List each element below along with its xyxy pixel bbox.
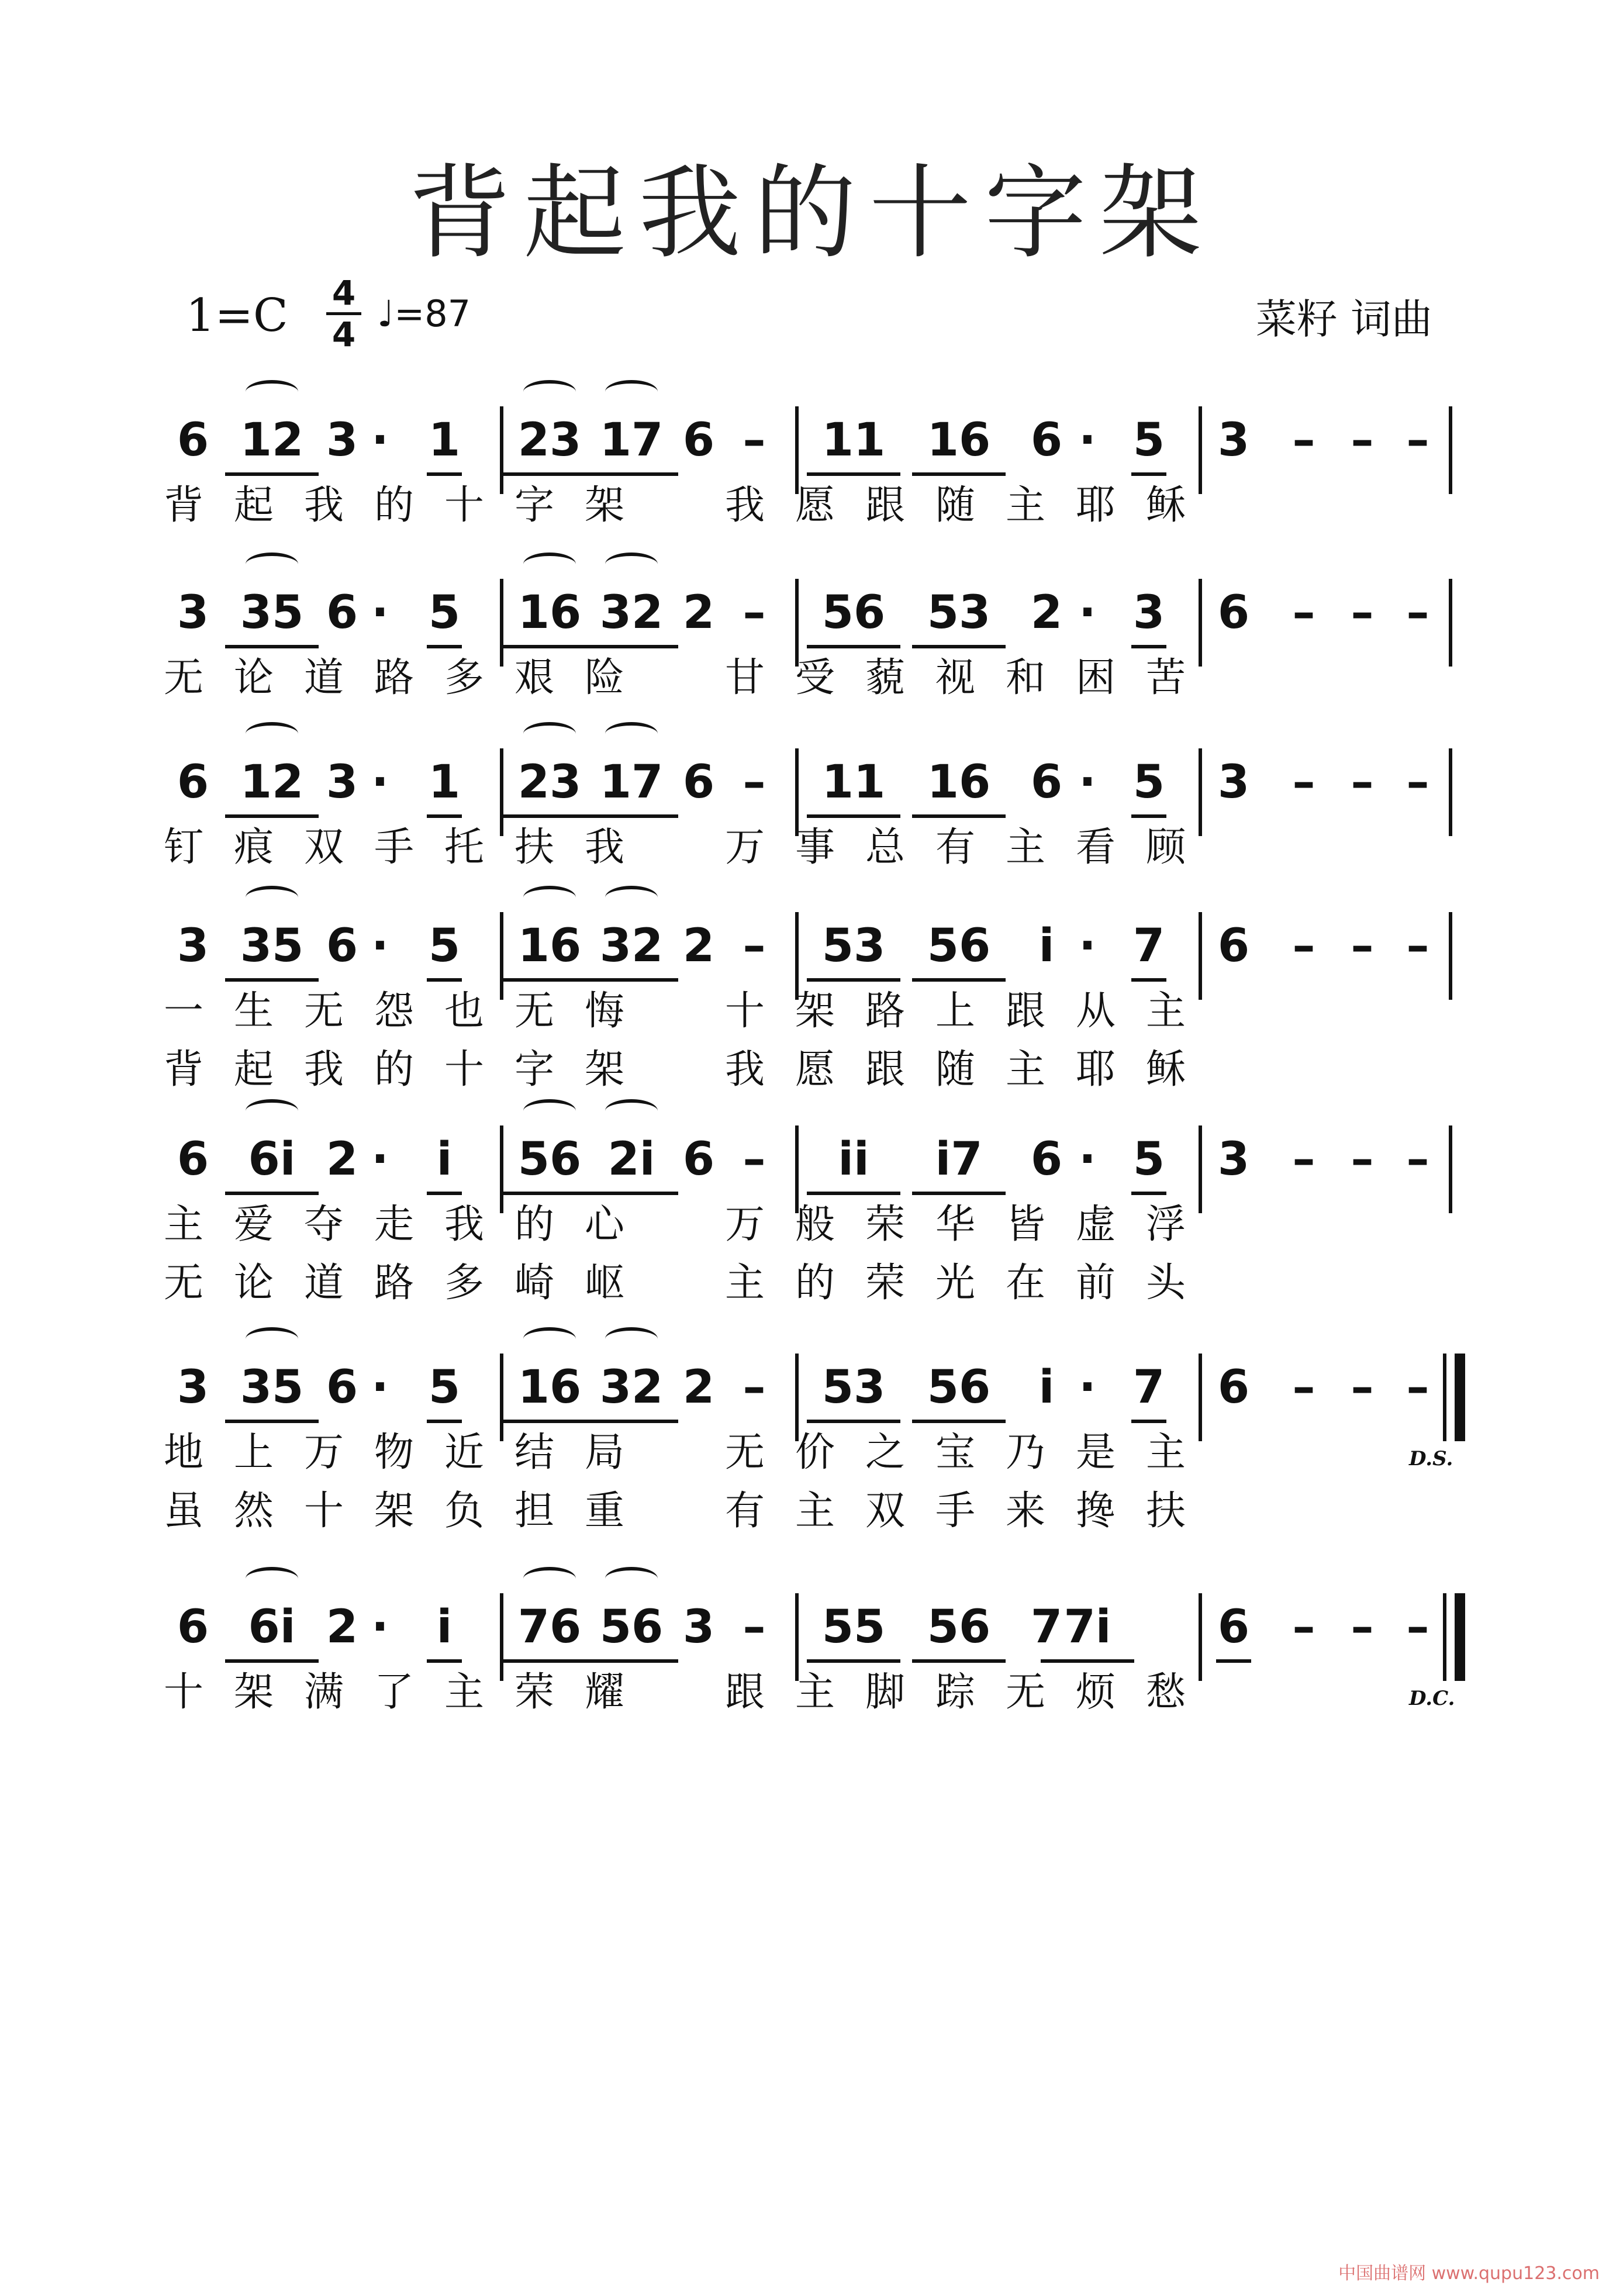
score-row — [0, 1590, 1623, 1715]
note: 56 — [927, 1601, 991, 1653]
note: · — [1079, 756, 1096, 809]
note: 5 — [1132, 414, 1165, 467]
score-row — [0, 403, 1623, 529]
note: 12 — [240, 756, 304, 809]
note: 5 — [1132, 1133, 1165, 1186]
note: – — [1406, 586, 1429, 639]
slur — [605, 1567, 658, 1590]
slur — [605, 1327, 658, 1351]
lyric-line: 十架满了主荣耀 跟主脚踪无烦愁 — [164, 1669, 1217, 1715]
slur — [246, 1327, 298, 1351]
note: 56 — [821, 586, 886, 639]
time-bottom: 4 — [331, 315, 356, 354]
note: – — [743, 1361, 766, 1414]
slur — [523, 886, 576, 909]
score-row — [0, 1123, 1623, 1306]
note: – — [1292, 1133, 1315, 1186]
note: · — [1079, 1361, 1096, 1414]
note: – — [743, 756, 766, 809]
note: 35 — [240, 586, 304, 639]
note: 7i — [1063, 1601, 1111, 1653]
note: 1 — [428, 756, 461, 809]
note: 6i — [248, 1601, 296, 1653]
time-signature — [326, 275, 361, 353]
score-row — [0, 909, 1623, 1093]
note: – — [1292, 920, 1315, 972]
note: – — [743, 414, 766, 467]
double-barline — [1443, 1354, 1446, 1441]
notes-line — [0, 403, 1623, 479]
lyric-line: 无论道路多崎岖 主的荣光在前头 — [164, 1260, 1217, 1306]
note: 3 — [177, 920, 209, 972]
note: 3 — [326, 414, 358, 467]
end-barline — [1449, 406, 1452, 494]
double-barline-thick — [1455, 1593, 1465, 1681]
note: 6 — [682, 1133, 715, 1186]
author-credit: 菜籽 词曲 — [1255, 295, 1432, 343]
note: · — [1079, 586, 1096, 639]
note: – — [743, 1133, 766, 1186]
note: 6 — [177, 756, 209, 809]
note: 2 — [326, 1601, 358, 1653]
note: 2 — [326, 1133, 358, 1186]
note: 3 — [1217, 1133, 1250, 1186]
watermark: 中国曲谱网 www.qupu123.com — [1338, 2263, 1600, 2284]
note: 55 — [821, 1601, 886, 1653]
note: – — [1406, 920, 1429, 972]
note: – — [1406, 1601, 1429, 1653]
song-title: 背起我的十字架 — [408, 154, 1215, 273]
note: – — [1406, 414, 1429, 467]
slur — [246, 1099, 298, 1123]
note: – — [743, 1601, 766, 1653]
lyric-line: 虽然十架负担重 有主双手来搀扶 — [164, 1488, 1217, 1534]
note: 5 — [428, 920, 461, 972]
note: 3 — [1217, 414, 1250, 467]
note: – — [1292, 1601, 1315, 1653]
lyric-line: 一生无怨也无悔 十架路上跟从主 — [164, 988, 1217, 1034]
note: 56 — [927, 920, 991, 972]
note: i — [1038, 920, 1055, 972]
note: – — [1351, 586, 1374, 639]
note: 6 — [682, 756, 715, 809]
note: 23 — [517, 414, 582, 467]
note: 3 — [1217, 756, 1250, 809]
note: – — [1351, 920, 1374, 972]
score-row — [0, 745, 1623, 871]
note: 6 — [1217, 1601, 1250, 1653]
note: 3 — [682, 1601, 715, 1653]
note: 6 — [177, 1601, 209, 1653]
note: i7 — [935, 1133, 983, 1186]
note: · — [1079, 414, 1096, 467]
notes-line — [0, 1590, 1623, 1666]
note: 7 — [1132, 920, 1165, 972]
end-barline — [1449, 748, 1452, 836]
notes-line — [0, 745, 1623, 821]
slur — [605, 1099, 658, 1123]
notes-line — [0, 1351, 1623, 1427]
note: – — [1292, 414, 1315, 467]
note: 2 — [682, 1361, 715, 1414]
note: 35 — [240, 920, 304, 972]
note: 2 — [1030, 586, 1063, 639]
slur — [605, 380, 658, 403]
slur — [246, 1567, 298, 1590]
lyric-line: 背起我的十字架 我愿跟随主耶稣 — [164, 482, 1217, 529]
note: 16 — [517, 586, 582, 639]
note: 12 — [240, 414, 304, 467]
repeat-mark: D.S. — [1409, 1447, 1453, 1470]
slur — [246, 380, 298, 403]
end-barline — [1449, 579, 1452, 667]
note: 5 — [428, 586, 461, 639]
note: 6 — [1030, 414, 1063, 467]
note: 56 — [927, 1361, 991, 1414]
note: 6 — [1217, 586, 1250, 639]
key-signature: 1=C — [186, 289, 288, 342]
note: 3 — [1132, 586, 1165, 639]
note: 16 — [927, 756, 991, 809]
notes-line — [0, 576, 1623, 652]
note: 16 — [517, 920, 582, 972]
note: 6 — [1030, 756, 1063, 809]
note: – — [1351, 1133, 1374, 1186]
slur — [523, 380, 576, 403]
note: 32 — [599, 920, 664, 972]
lyric-line: 背起我的十字架 我愿跟随主耶稣 — [164, 1047, 1217, 1093]
note: – — [1351, 414, 1374, 467]
slur — [246, 722, 298, 745]
note: 16 — [517, 1361, 582, 1414]
slur — [523, 1327, 576, 1351]
note: · — [371, 1601, 389, 1653]
note: 1 — [428, 414, 461, 467]
score-row — [0, 576, 1623, 701]
double-barline-thick — [1455, 1354, 1465, 1441]
note: 17 — [599, 414, 664, 467]
note: – — [1351, 1601, 1374, 1653]
slur — [605, 553, 658, 576]
note: 3 — [177, 586, 209, 639]
slur — [605, 722, 658, 745]
slur — [605, 886, 658, 909]
note: · — [371, 920, 389, 972]
note: · — [371, 1133, 389, 1186]
note: · — [371, 586, 389, 639]
note: i — [436, 1133, 453, 1186]
end-barline — [1449, 1125, 1452, 1213]
note: 6 — [1217, 920, 1250, 972]
note: – — [1292, 1361, 1315, 1414]
note: 6 — [177, 1133, 209, 1186]
slur — [523, 1567, 576, 1590]
tempo: ♩=87 — [377, 292, 471, 335]
note: 6 — [326, 586, 358, 639]
note: · — [371, 756, 389, 809]
note: 11 — [821, 756, 886, 809]
note: · — [371, 1361, 389, 1414]
note: – — [743, 920, 766, 972]
score-row — [0, 1351, 1623, 1534]
note: 2 — [682, 586, 715, 639]
note: 56 — [517, 1133, 582, 1186]
note: – — [1292, 756, 1315, 809]
end-barline — [1449, 912, 1452, 1000]
note: 76 — [517, 1601, 582, 1653]
eighth-beam — [1216, 1659, 1251, 1663]
note: – — [1292, 586, 1315, 639]
note: 56 — [599, 1601, 664, 1653]
slur — [523, 722, 576, 745]
note: · — [371, 414, 389, 467]
note: – — [1406, 1361, 1429, 1414]
note: 32 — [599, 586, 664, 639]
note: – — [1351, 756, 1374, 809]
note: 2 — [682, 920, 715, 972]
note: 35 — [240, 1361, 304, 1414]
note: – — [1406, 756, 1429, 809]
note: 3 — [326, 756, 358, 809]
note: i — [1038, 1361, 1055, 1414]
note: – — [743, 586, 766, 639]
lyric-line: 钉痕双手托扶我 万事总有主看顾 — [164, 824, 1217, 871]
note: 53 — [927, 586, 991, 639]
note: – — [1406, 1133, 1429, 1186]
note: 16 — [927, 414, 991, 467]
time-top: 4 — [331, 273, 356, 313]
note: 5 — [1132, 756, 1165, 809]
note: · — [1079, 920, 1096, 972]
note: 7 — [1132, 1361, 1165, 1414]
note: 6 — [682, 414, 715, 467]
note: 7 — [1030, 1601, 1063, 1653]
note: 6 — [177, 414, 209, 467]
note: ii — [838, 1133, 869, 1186]
note: 3 — [177, 1361, 209, 1414]
lyric-line: 地上万物近结局 无价之宝乃是主 — [164, 1430, 1217, 1476]
notes-line — [0, 1123, 1623, 1199]
note: 2i — [607, 1133, 655, 1186]
slur — [246, 886, 298, 909]
note: – — [1351, 1361, 1374, 1414]
double-barline — [1443, 1593, 1446, 1681]
note: 53 — [821, 920, 886, 972]
note: 5 — [428, 1361, 461, 1414]
slur — [523, 553, 576, 576]
note: 23 — [517, 756, 582, 809]
note: 6 — [1217, 1361, 1250, 1414]
note: 6 — [1030, 1133, 1063, 1186]
note: 53 — [821, 1361, 886, 1414]
slur — [246, 553, 298, 576]
note: 6 — [326, 1361, 358, 1414]
notes-line — [0, 909, 1623, 985]
note: i — [436, 1601, 453, 1653]
repeat-mark: D.C. — [1409, 1687, 1455, 1710]
note: · — [1079, 1133, 1096, 1186]
lyric-line: 无论道路多艰险 甘受藐视和困苦 — [164, 655, 1217, 701]
slur — [523, 1099, 576, 1123]
note: 6i — [248, 1133, 296, 1186]
note: 32 — [599, 1361, 664, 1414]
note: 17 — [599, 756, 664, 809]
note: 11 — [821, 414, 886, 467]
lyric-line: 主爱夺走我的心 万般荣华皆虚浮 — [164, 1201, 1217, 1248]
note: 6 — [326, 920, 358, 972]
